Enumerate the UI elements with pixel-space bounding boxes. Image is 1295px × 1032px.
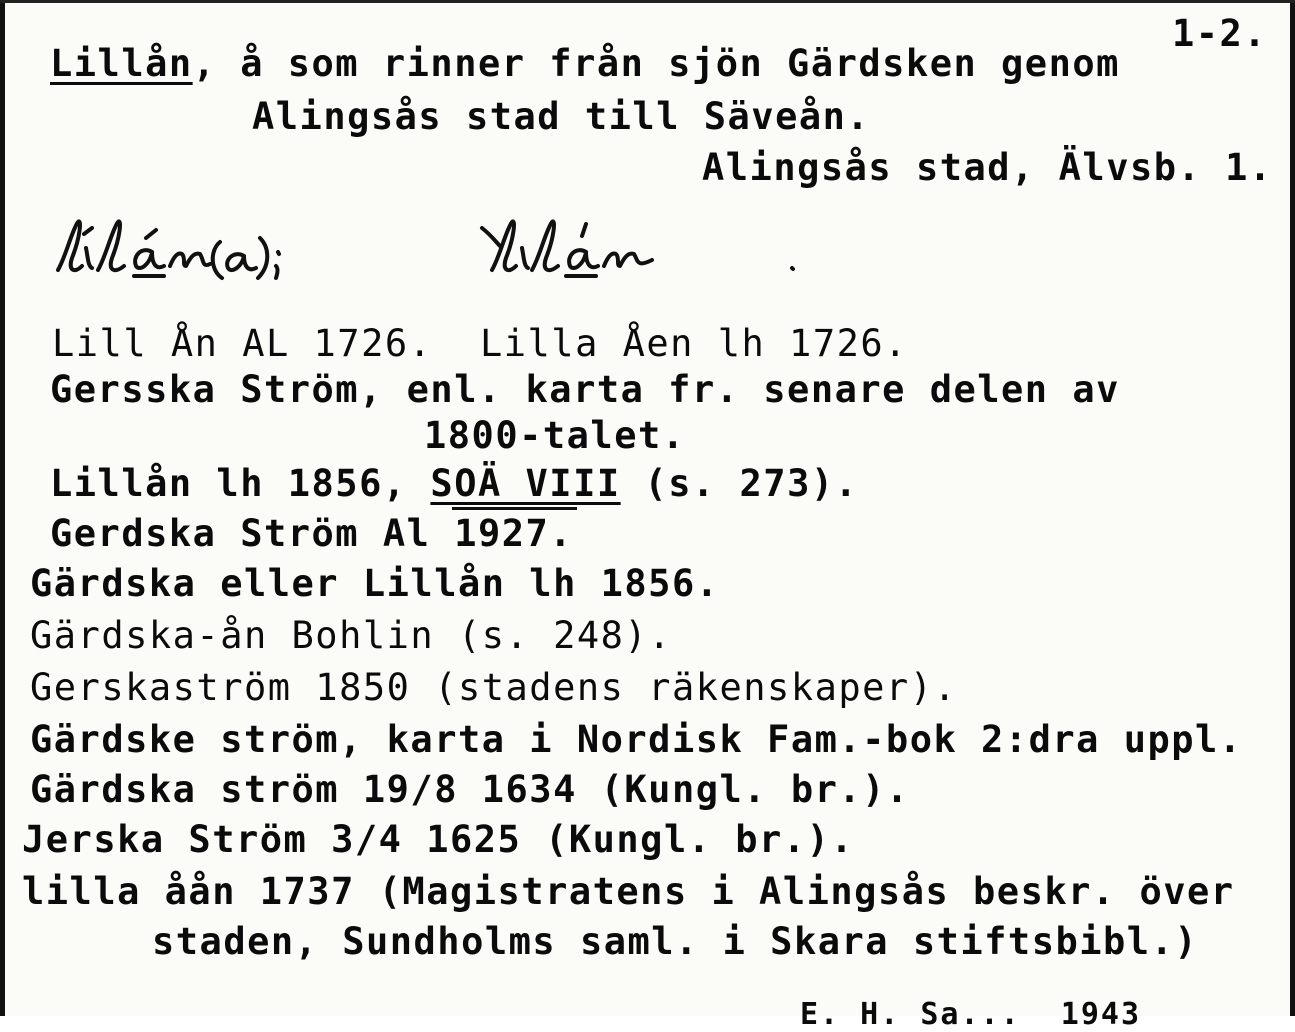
entry-3: [50, 462, 858, 506]
card-edge-top: [0, 0, 1295, 3]
handwritten-pronunciation: [52, 208, 812, 298]
entry-3-name: Lillån lh 1856,: [50, 462, 431, 505]
entry-2: Gersska Ström, enl. karta fr. senare delen av: [50, 368, 1120, 411]
heading-name: Lillån: [50, 42, 193, 85]
entry-11-continued: staden, Sundholms saml. i Skara stiftsbibl.): [152, 920, 1199, 963]
entry-11: lilla åån 1737 (Magistratens i Alingsås beskr. över: [22, 870, 1235, 913]
entry-6: Gärdska-ån Bohlin (s. 248).: [30, 614, 672, 657]
entry-3-page: (s. 273).: [620, 462, 859, 505]
entry-5: Gärdska eller Lillån lh 1856.: [30, 562, 720, 605]
entry-1: Lill Ån AL 1726. Lilla Åen lh 1726.: [52, 322, 908, 365]
entry-4: Gerdska Ström Al 1927.: [50, 512, 574, 555]
entry-10: Jerska Ström 3/4 1625 (Kungl. br.).: [22, 818, 855, 861]
entry-8: Gärdske ström, karta i Nordisk Fam.-bok 2:dra uppl.: [30, 718, 1243, 761]
footer-fragment: E. H. Sa... 1943: [800, 997, 1142, 1032]
overline-mark: [452, 507, 577, 510]
entry-3-source: SOÄ VIII: [430, 462, 621, 505]
heading-line-1: [50, 42, 1120, 86]
card-edge-left: [0, 0, 5, 1016]
heading-description: , å som rinner från sjön Gärdsken genom: [192, 42, 1120, 85]
heading-line-2: Alingsås stad till Säveån.: [252, 95, 871, 138]
entry-9: Gärdska ström 19/8 1634 (Kungl. br.).: [30, 768, 910, 811]
location-line: Alingsås stad, Älvsb. 1.: [702, 146, 1273, 189]
card-number: 1-2.: [1172, 12, 1268, 55]
entry-2-continued: 1800-talet.: [424, 414, 686, 457]
entry-7: Gerskaström 1850 (stadens räkenskaper).: [30, 666, 958, 709]
card-edge-right: [1290, 0, 1295, 1016]
